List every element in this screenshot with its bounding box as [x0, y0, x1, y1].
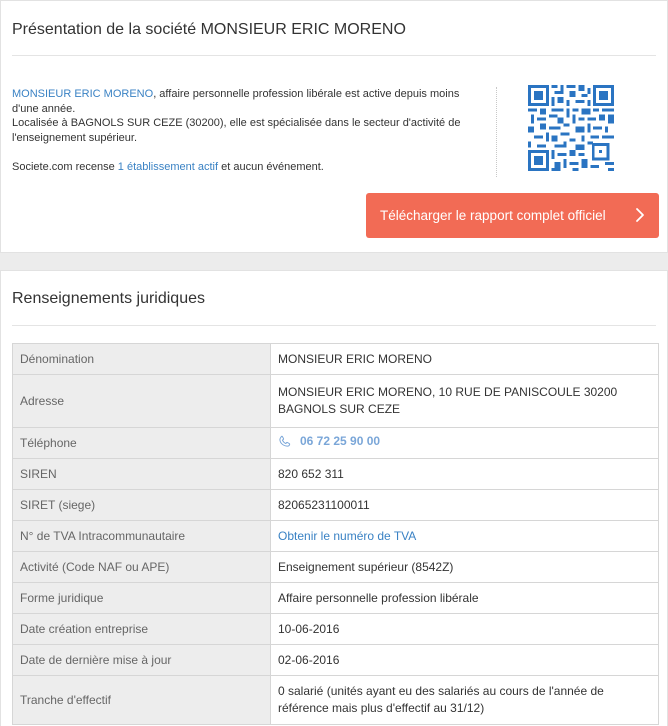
row-label: Tranche d'effectif — [13, 676, 271, 725]
row-value: Enseignement supérieur (8542Z) — [271, 552, 659, 583]
table-row — [13, 490, 659, 521]
table-row — [13, 645, 659, 676]
presentation-title: Présentation de la société MONSIEUR ERIC MORENO — [12, 21, 406, 38]
table-row — [13, 614, 659, 645]
row-label: Activité (Code NAF ou APE) — [13, 552, 271, 583]
phone-number: 06 72 25 90 00 — [300, 434, 381, 448]
table-row — [13, 676, 659, 725]
row-value: MONSIEUR ERIC MORENO, 10 RUE DE PANISCOULE 30200 BAGNOLS SUR CEZE — [271, 375, 659, 428]
row-label: Téléphone — [13, 428, 271, 459]
row-value: 820 652 311 — [271, 459, 659, 490]
row-value: 0 salarié (unités ayant eu des salariés au cours de l'année de référence mais plus d'effectif au 31/12) — [271, 676, 659, 725]
row-label: N° de TVA Intracommunautaire — [13, 521, 271, 552]
row-label: Date de dernière mise à jour — [13, 645, 271, 676]
row-value — [271, 428, 659, 459]
divider — [12, 55, 656, 56]
presentation-card — [0, 0, 668, 253]
vertical-divider — [496, 87, 497, 177]
table-row — [13, 521, 659, 552]
row-label: Adresse — [13, 375, 271, 428]
legal-info-title: Renseignements juridiques — [12, 290, 205, 307]
establishments-link[interactable]: 1 établissement actif — [117, 161, 219, 173]
table-row — [13, 459, 659, 490]
company-description — [12, 87, 482, 145]
phone-link[interactable] — [278, 433, 380, 450]
row-label: Dénomination — [13, 344, 271, 375]
divider — [12, 325, 656, 326]
chevron-right-icon — [633, 206, 647, 224]
download-report-label: Télécharger le rapport complet officiel — [380, 208, 606, 223]
table-row — [13, 583, 659, 614]
legal-info-table — [12, 343, 659, 725]
row-value: 82065231100011 — [271, 490, 659, 521]
vat-number-link[interactable]: Obtenir le numéro de TVA — [278, 528, 417, 543]
row-value: MONSIEUR ERIC MORENO — [271, 344, 659, 375]
row-value: 10-06-2016 — [271, 614, 659, 645]
download-report-button[interactable] — [366, 193, 659, 238]
row-label: Forme juridique — [13, 583, 271, 614]
description-location: Localisée à BAGNOLS SUR CEZE (30200), elle est spécialisée dans le secteur d'activité de l'enseignement supérieur. — [12, 117, 461, 144]
phone-icon — [278, 435, 291, 448]
table-row — [13, 344, 659, 375]
row-label: Date création entreprise — [13, 614, 271, 645]
table-row — [13, 375, 659, 428]
row-value: 02-06-2016 — [271, 645, 659, 676]
company-name-link[interactable]: MONSIEUR ERIC MORENO — [12, 88, 154, 100]
row-value — [271, 521, 659, 552]
legal-info-card — [0, 270, 668, 726]
table-row — [13, 552, 659, 583]
table-row — [13, 428, 659, 459]
row-label: SIRET (siege) — [13, 490, 271, 521]
row-label: SIREN — [13, 459, 271, 490]
qr-code-icon — [528, 85, 614, 171]
description-text: , affaire personnelle profession libérale est active depuis moins d'une année. — [12, 88, 460, 115]
row-value: Affaire personnelle profession libérale — [271, 583, 659, 614]
establishments-count: Societe.com recense 1 établissement actif et aucun événement. — [12, 161, 324, 173]
